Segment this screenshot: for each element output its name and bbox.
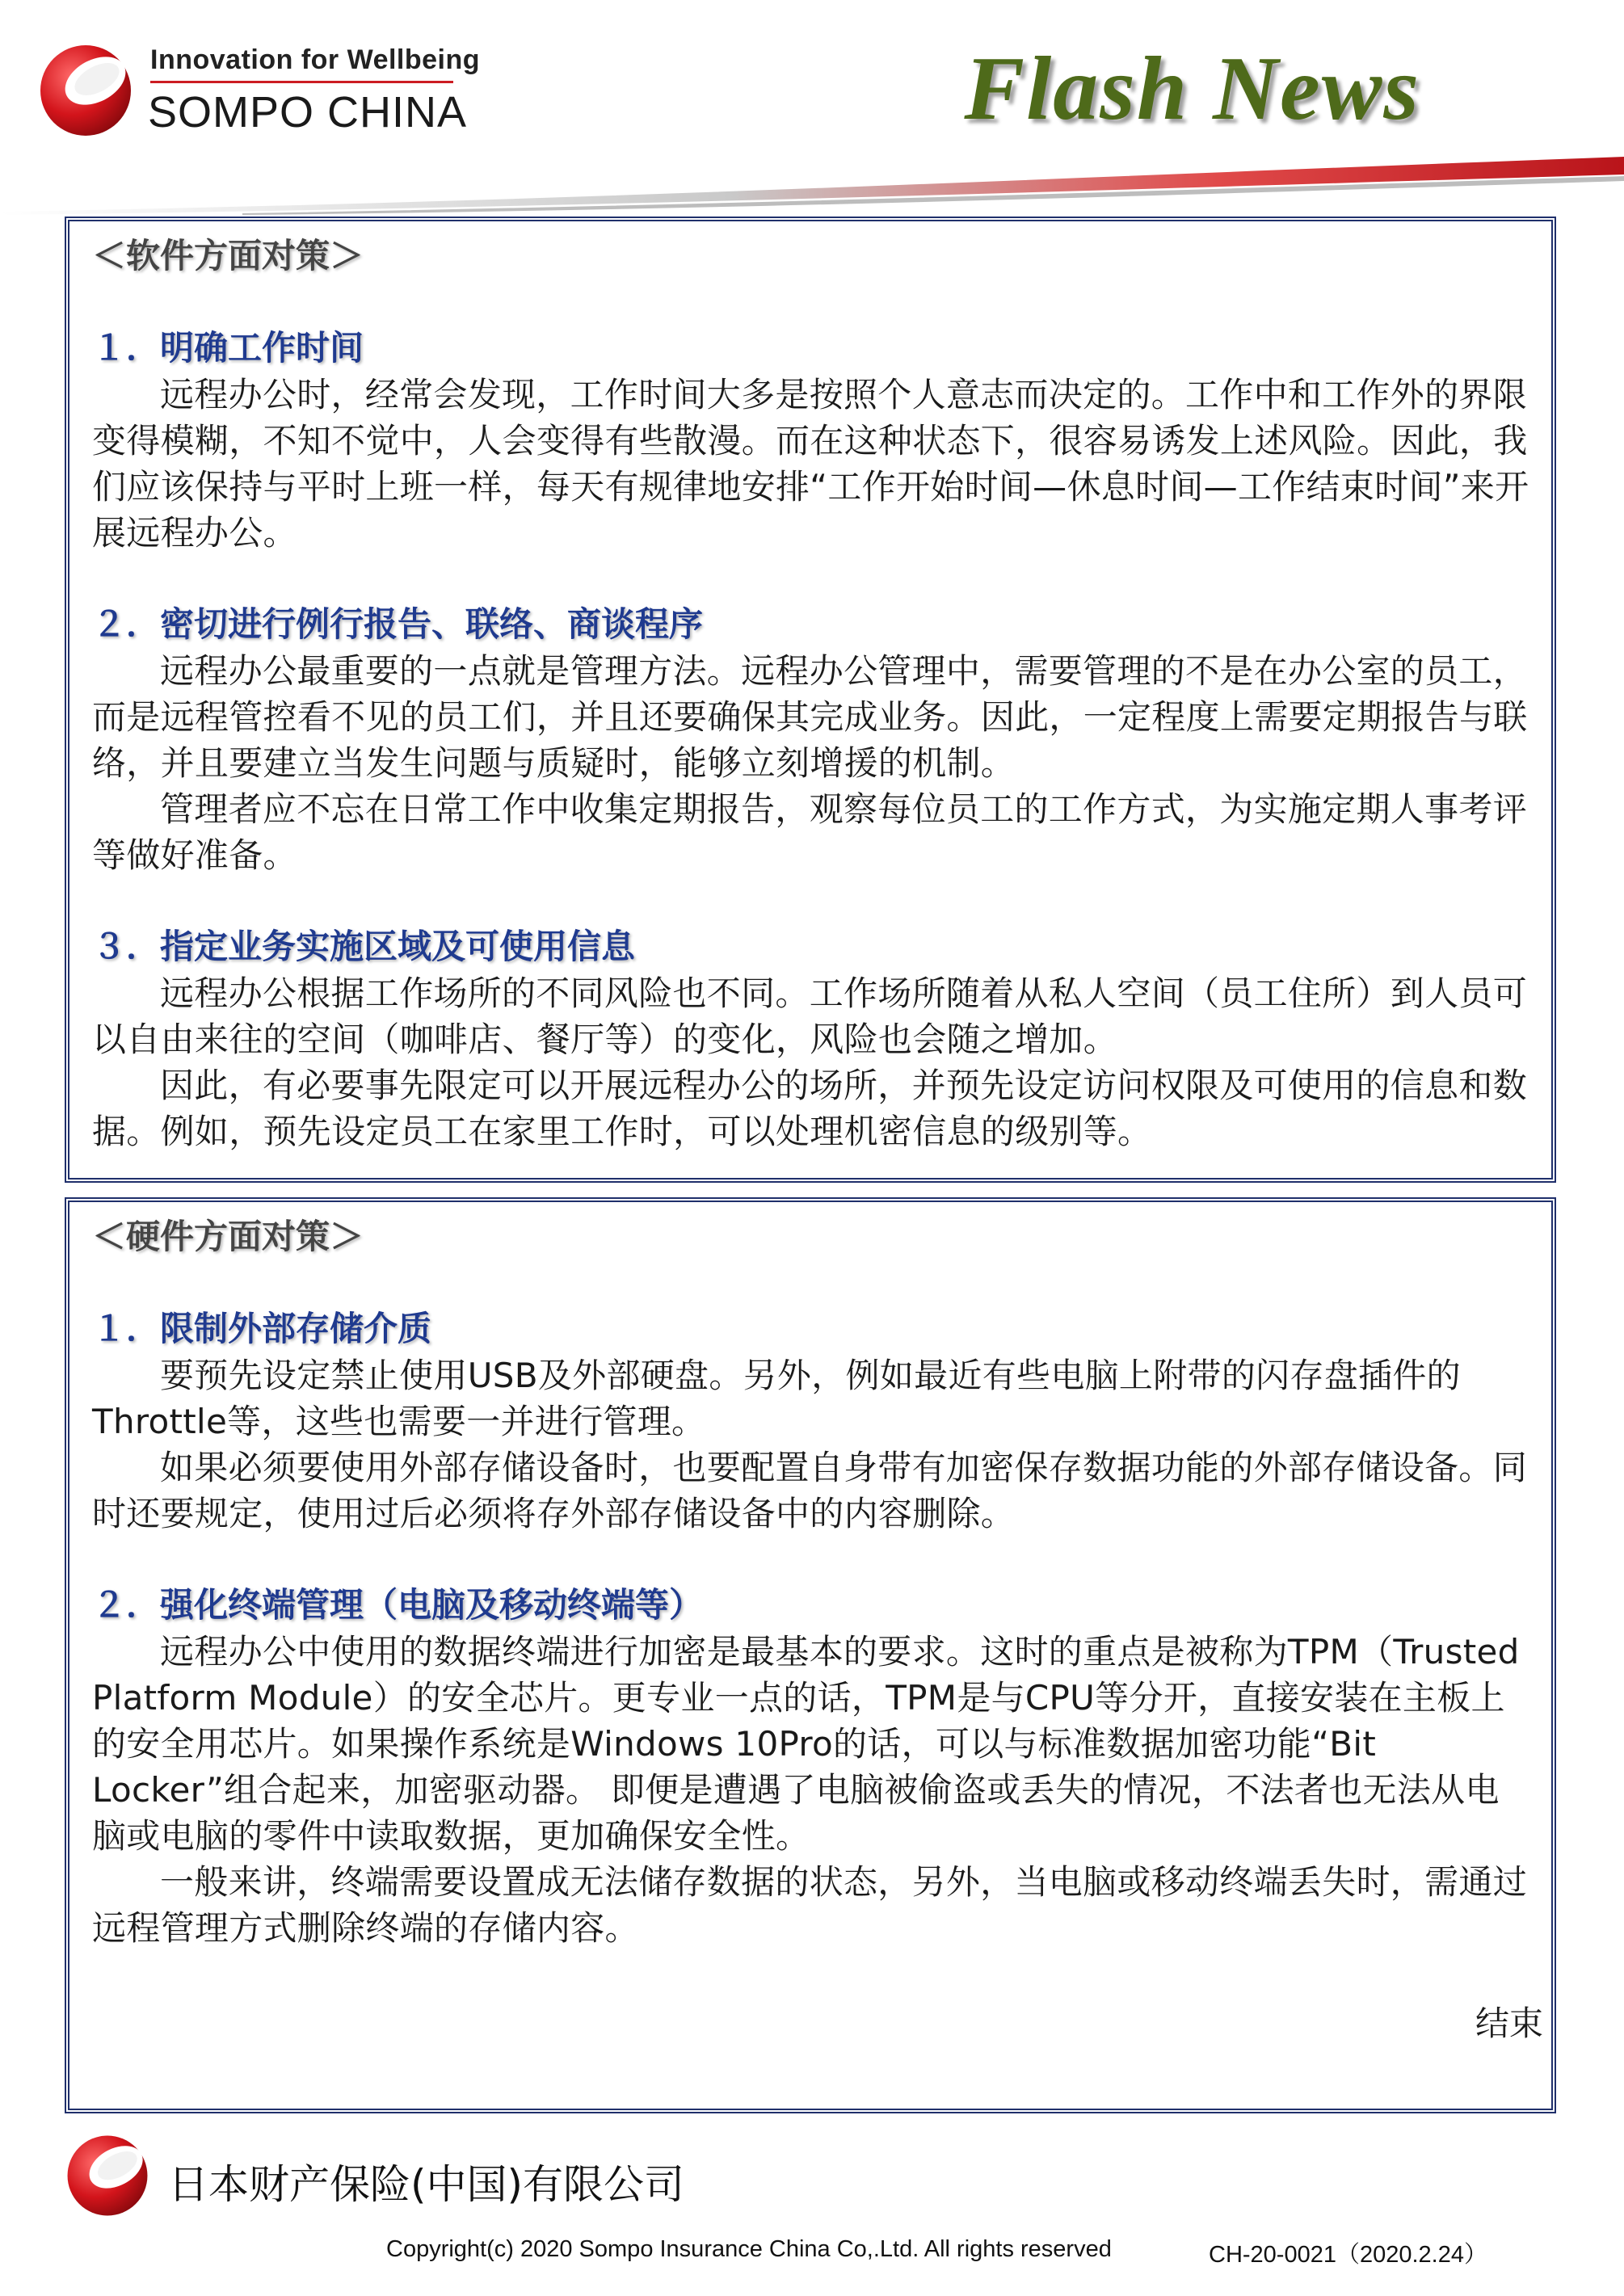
paragraph: 远程办公中使用的数据终端进行加密是最基本的要求。这时的重点是被称为TPM（Trusted Platform Module）的安全芯片。更专业一点的话，TPM是与CPU等分开，直接安装在主板上的安全用芯片。如果操作系统是Windows 10Pro的话，可以与标准数据加密功能“Bit Locker”组合起来，加密驱动器。 即便是遭遇了电脑被偷盗或丢失的情况，不法者也无法从电脑或电脑的零件中读取数据，更加确保安全性。 (92, 1632, 1520, 1856)
brand-name: SOMPO CHINA (148, 88, 468, 137)
section-title: ２．密切进行例行报告、联络、商谈程序 (92, 604, 704, 644)
section-title: １．限制外部存储介质 (92, 1309, 432, 1348)
paragraph: 因此，有必要事先限定可以开展远程办公的场所，并预先设定访问权限及可使用的信息和数据。例如，预先设定员工在家里工作时，可以处理机密信息的级别等。 (92, 1066, 1528, 1151)
panel-title: ＜软件方面对策＞ (92, 236, 364, 275)
flash-news-banner: Flash News (964, 39, 1420, 139)
section-work-area (92, 923, 1534, 1154)
header-swoosh (0, 153, 1624, 218)
software-measures-panel (65, 217, 1556, 1183)
hardware-measures-panel (65, 1197, 1556, 2113)
document-code: CH-20-0021（2020.2.24） (1209, 2242, 1487, 2268)
paragraph: 远程办公最重要的一点就是管理方法。远程办公管理中，需要管理的不是在办公室的员工，而是远程管控看不见的员工们，并且还要确保其完成业务。因此，一定程度上需要定期报告与联络，并且要建立当发生问题与质疑时，能够立刻增援的机制。 (92, 651, 1528, 783)
paragraph: 一般来讲，终端需要设置成无法储存数据的状态，另外，当电脑或移动终端丢失时，需通过远程管理方式删除终端的存储内容。 (92, 1862, 1528, 1948)
brand-tagline: Innovation for Wellbeing (150, 44, 481, 75)
panel-title: ＜硬件方面对策＞ (92, 1217, 364, 1256)
paragraph: 管理者应不忘在日常工作中收集定期报告，观察每位员工的工作方式，为实施定期人事考评等做好准备。 (92, 789, 1528, 875)
section-title: １．明确工作时间 (92, 328, 364, 368)
company-name-cn: 日本财产保险(中国)有限公司 (168, 2161, 685, 2208)
sompo-logo-icon (37, 42, 134, 139)
paragraph: 远程办公根据工作场所的不同风险也不同。工作场所随着从私人空间（员工住所）到人员可以自由来往的空间（咖啡店、餐厅等）的变化，风险也会随之增加。 (92, 973, 1528, 1059)
section-work-hours (92, 325, 1534, 556)
copyright-notice: Copyright(c) 2020 Sompo Insurance China Co,.Ltd. All rights reserved (386, 2236, 1112, 2262)
section-external-storage (92, 1306, 1534, 1537)
sompo-logo-icon (65, 2133, 150, 2218)
paragraph: 要预先设定禁止使用USB及外部硬盘。另外，例如最近有些电脑上附带的闪存盘插件的Throttle等，这些也需要一并进行管理。 (92, 1356, 1461, 1441)
brand-divider (150, 81, 453, 83)
section-title: ２．强化终端管理（电脑及移动终端等） (92, 1585, 704, 1625)
section-reporting (92, 601, 1534, 878)
section-terminal-management (92, 1582, 1534, 1951)
end-mark: 结束 (1475, 2004, 1543, 2043)
section-title: ３．指定业务实施区域及可使用信息 (92, 927, 636, 966)
paragraph: 如果必须要使用外部存储设备时，也要配置自身带有加密保存数据功能的外部存储设备。同时还要规定，使用过后必须将存外部存储设备中的内容删除。 (92, 1448, 1528, 1533)
paragraph: 远程办公时，经常会发现，工作时间大多是按照个人意志而决定的。工作中和工作外的界限变得模糊，不知不觉中，人会变得有些散漫。而在这种状态下，很容易诱发上述风险。因此，我们应该保持与平时上班一样，每天有规律地安排“工作开始时间—休息时间—工作结束时间”来开展远程办公。 (92, 375, 1529, 553)
